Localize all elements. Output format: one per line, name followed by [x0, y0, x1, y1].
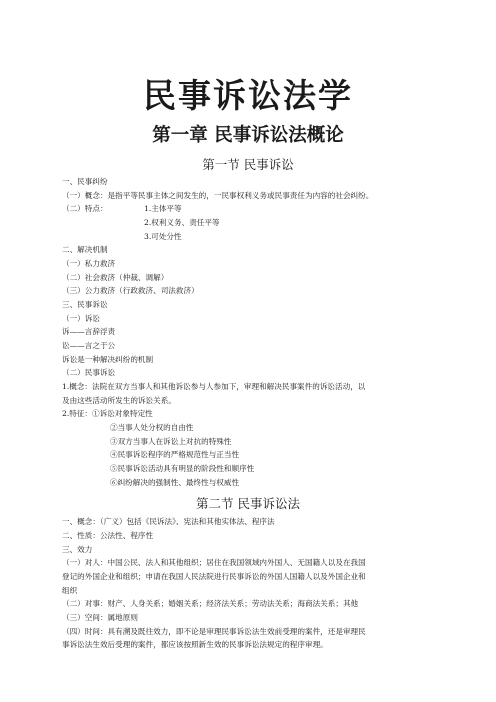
chapter-heading: 第一章 民事诉讼法概论	[152, 125, 344, 146]
text-line: （四）时间：具有溯及既往效力，即不论是审理民事诉讼法生效前受理的案件，还是审理民	[62, 627, 366, 636]
text-line: 一、民事纠纷	[62, 177, 108, 186]
text-line: （二）社会救济（仲裁、调解）	[62, 273, 169, 282]
section-heading-2: 第二节 民事诉讼法	[196, 496, 300, 511]
text-line: （三）空间：属地原则	[62, 613, 138, 622]
text-line: ②当事人处分权的自由性	[110, 423, 194, 432]
text-line: ⑤民事诉讼活动具有明显的阶段性和顺序性	[110, 464, 255, 473]
text-line: 1.概念：法院在双方当事人和其他诉讼参与人参加下，审理和解决民事案件的诉讼活动，以	[62, 382, 366, 391]
text-line: 三、民事诉讼	[62, 300, 108, 309]
text-line: ③双方当事人在诉讼上对抗的特殊性	[110, 437, 232, 446]
document-title: 民事诉讼法学	[143, 76, 353, 115]
text-line: 及由这些活动所发生的诉讼关系。	[62, 396, 176, 405]
text-line: （一）诉讼	[62, 314, 100, 323]
text-line: 组织	[62, 586, 78, 595]
text-line: （二）对事：财产、人身关系；婚姻关系；经济法关系；劳动法关系；海商法关系；其他	[62, 599, 359, 608]
text-line: （二）特点：	[62, 204, 108, 213]
text-line: ⑥纠纷解决的强制性、最终性与权威性	[110, 478, 240, 487]
text-line: （三）公力救济（行政救济、司法救济）	[62, 286, 199, 295]
text-line: 诉——言辞浮责	[62, 327, 116, 336]
text-line: 一、概念：（广义）包括《民诉法》、宪法和其他实体法、程序法	[62, 517, 275, 526]
text-line: 3.可处分性	[144, 232, 182, 241]
text-line: 2.特征：①诉讼对象特定性	[62, 409, 153, 418]
text-line: 2.权利义务、责任平等	[144, 218, 220, 227]
text-line: （一）私力救济	[62, 259, 116, 268]
text-line: 登记的外国企业和组织；申请在我国人民法院进行民事诉讼的外国人国籍人以及外国企业和	[62, 572, 366, 581]
text-line: （一）概念：是指平等民事主体之间发生的，一民事权利义务或民事责任为内容的社会纠纷。	[62, 191, 374, 200]
text-line: 诉讼是一种解决纠纷的机制	[62, 355, 154, 364]
text-line: 1.主体平等	[144, 204, 182, 213]
text-line: （一）对人：中国公民、法人和其他组织；居住在我国领域内外国人、无国籍人以及在我国	[62, 558, 366, 567]
text-line: ④民事诉讼程序的严格规范性与正当性	[110, 450, 240, 459]
text-line: 三、效力	[62, 545, 93, 554]
text-line: 事诉讼法生效后受理的案件，都应该按照新生效的民事诉讼法规定的程序审理。	[62, 640, 328, 649]
text-line: 二、性质：公法性、程序性	[62, 531, 154, 540]
text-line: 讼——言之于公	[62, 341, 116, 350]
text-line: （二）民事诉讼	[62, 368, 116, 377]
text-line: 二、解决机制	[62, 245, 108, 254]
section-heading-1: 第一节 民事诉讼	[202, 157, 294, 172]
